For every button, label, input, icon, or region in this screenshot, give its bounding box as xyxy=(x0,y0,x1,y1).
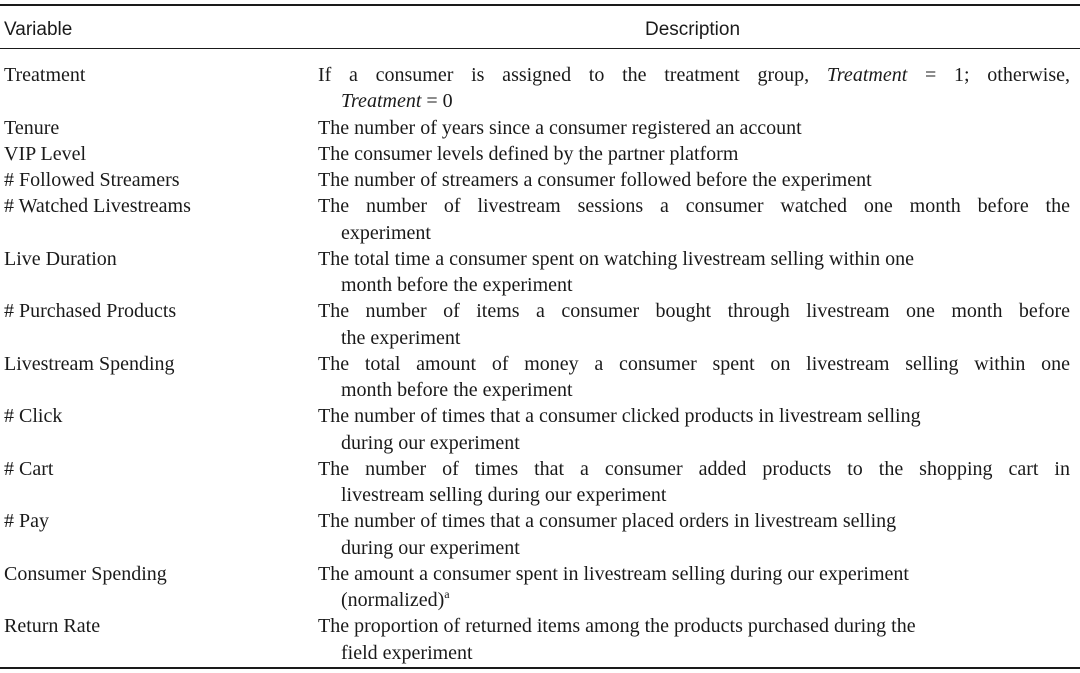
header-description: Description xyxy=(645,19,741,40)
footnote-marker: a xyxy=(444,587,450,601)
header-variable: Variable xyxy=(4,19,73,40)
table-row xyxy=(0,613,1080,666)
description-line: The consumer levels defined by the partner platform xyxy=(318,142,739,165)
description-line: The number of items a consumer bought through livestream one month before xyxy=(318,300,1070,323)
treatment-term: Treatment xyxy=(826,64,908,86)
table-row xyxy=(0,508,1080,561)
row-description xyxy=(318,456,1070,509)
row-description xyxy=(318,62,1070,115)
description-line xyxy=(318,88,1070,114)
row-description xyxy=(318,561,909,614)
description-line: the experiment xyxy=(341,326,461,349)
row-description xyxy=(318,141,738,167)
row-variable: # Purchased Products xyxy=(4,300,177,323)
top-rule xyxy=(0,4,1080,6)
row-variable: # Watched Livestreams xyxy=(4,195,191,218)
table-row xyxy=(0,141,1080,167)
row-variable: Live Duration xyxy=(4,247,117,270)
table-row xyxy=(0,456,1080,509)
row-description xyxy=(318,246,914,299)
description-text: = 0 xyxy=(421,90,453,113)
description-line: month before the experiment xyxy=(341,379,573,401)
bottom-rule xyxy=(0,667,1080,669)
description-line: experiment xyxy=(341,221,431,244)
row-description xyxy=(318,193,1070,246)
row-description xyxy=(318,298,1070,351)
row-description xyxy=(318,613,916,666)
description-line: livestream selling during our experiment xyxy=(341,484,667,506)
table-row xyxy=(0,246,1080,299)
row-variable: Consumer Spending xyxy=(4,562,167,585)
row-description xyxy=(318,508,896,561)
row-description xyxy=(318,351,1070,404)
row-variable: Tenure xyxy=(4,116,60,139)
table-row xyxy=(0,351,1080,404)
table-row xyxy=(0,167,1080,193)
description-line: The number of streamers a consumer followed before the experiment xyxy=(318,169,872,191)
description-line xyxy=(318,62,1070,88)
description-line: during our experiment xyxy=(341,431,520,454)
table-row xyxy=(0,193,1080,246)
description-line: The total time a consumer spent on watching livestream selling within one xyxy=(318,247,914,270)
row-description xyxy=(318,167,872,193)
description-line: The number of times that a consumer added products to the shopping cart in xyxy=(318,457,1070,480)
header-rule xyxy=(0,48,1080,49)
row-variable: # Click xyxy=(4,405,63,428)
row-variable: # Pay xyxy=(4,510,49,533)
table-row xyxy=(0,403,1080,456)
table-row xyxy=(0,62,1080,115)
description-line: The total amount of money a consumer spent on livestream selling within one xyxy=(318,352,1070,375)
description-line: month before the experiment xyxy=(341,274,573,296)
description-line: The number of times that a consumer clicked products in livestream selling xyxy=(318,405,921,428)
table-row xyxy=(0,298,1080,351)
row-variable: Livestream Spending xyxy=(4,352,175,375)
description-text: (normalized) xyxy=(341,589,445,611)
description-line: The number of years since a consumer registered an account xyxy=(318,116,802,139)
description-text: = 1; otherwise, xyxy=(907,64,1071,86)
description-line: The proportion of returned items among the products purchased during the xyxy=(318,615,916,638)
description-line: field experiment xyxy=(341,641,473,664)
description-line: The amount a consumer spent in livestream selling during our experiment xyxy=(318,562,909,585)
description-line: The number of times that a consumer placed orders in livestream selling xyxy=(318,510,897,533)
row-variable: Treatment xyxy=(4,64,86,86)
row-description xyxy=(318,115,802,141)
row-variable: VIP Level xyxy=(4,142,87,165)
description-line: The number of livestream sessions a consumer watched one month before the xyxy=(318,195,1070,218)
table-body xyxy=(0,62,1080,666)
description-line xyxy=(318,587,909,613)
row-variable: # Followed Streamers xyxy=(4,169,180,191)
row-description xyxy=(318,403,921,456)
row-variable: Return Rate xyxy=(4,615,101,638)
description-line: during our experiment xyxy=(341,536,520,559)
table-row xyxy=(0,115,1080,141)
treatment-term: Treatment xyxy=(341,90,422,113)
description-text: If a consumer is assigned to the treatment group, xyxy=(318,64,810,86)
table-row xyxy=(0,561,1080,614)
row-variable: # Cart xyxy=(4,457,54,480)
